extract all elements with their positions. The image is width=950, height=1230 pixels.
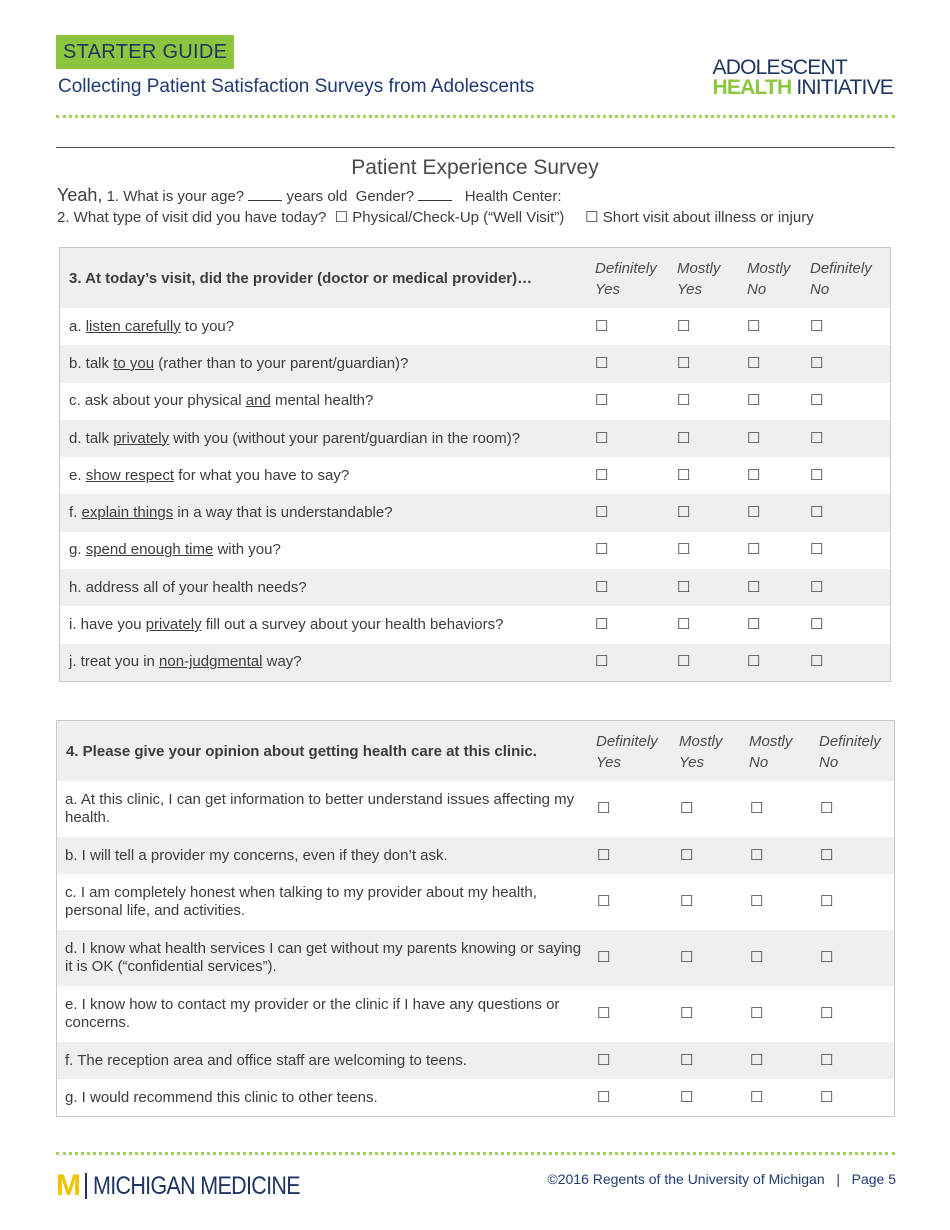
response-checkbox-col-4[interactable]: ☐ (810, 354, 824, 372)
response-checkbox-col-1[interactable]: ☐ (597, 846, 611, 864)
response-checkbox-col-4[interactable]: ☐ (820, 846, 834, 864)
response-checkbox-col-4[interactable]: ☐ (810, 466, 824, 484)
table-row (57, 1079, 894, 1116)
response-checkbox-col-4[interactable]: ☐ (810, 392, 824, 410)
question-3-text: 3. At today’s visit, did the provider (doctor or medical provider)… (69, 269, 533, 287)
row-text: b. talk to you (rather than to your parent/guardian)? (69, 354, 409, 372)
response-checkbox-col-2[interactable]: ☐ (677, 429, 691, 447)
table-row (57, 874, 894, 930)
response-checkbox-col-4[interactable]: ☐ (810, 317, 824, 335)
response-checkbox-col-2[interactable]: ☐ (677, 653, 691, 671)
visit-type-question: 2. What type of visit did you have today? (57, 209, 327, 226)
table-row (60, 345, 890, 382)
table-row (60, 606, 890, 643)
response-checkbox-col-2[interactable]: ☐ (677, 317, 691, 335)
response-checkbox-col-1[interactable]: ☐ (597, 1051, 611, 1069)
header-rule (56, 147, 895, 148)
row-text: e. I know how to contact my provider or the clinic if I have any questions or concerns. (65, 996, 560, 1031)
response-checkbox-col-3[interactable]: ☐ (747, 317, 761, 335)
response-checkbox-col-4[interactable]: ☐ (810, 541, 824, 559)
response-checkbox-col-4[interactable]: ☐ (810, 429, 824, 447)
response-checkbox-col-1[interactable]: ☐ (595, 392, 609, 410)
gender-blank[interactable] (418, 189, 452, 201)
response-checkbox-col-3[interactable]: ☐ (747, 429, 761, 447)
copyright-text: ©2016 Regents of the University of Michigan (547, 1171, 825, 1187)
row-text: e. show respect for what you have to say? (69, 466, 350, 484)
table-row (60, 532, 890, 569)
response-checkbox-col-2[interactable]: ☐ (677, 354, 691, 372)
table-row (60, 494, 890, 531)
response-checkbox-col-2[interactable]: ☐ (680, 1051, 694, 1069)
logo-health: HEALTH (712, 76, 792, 99)
question-4-text: 4. Please give your opinion about getting health care at this clinic. (66, 742, 537, 760)
col-mostly-no: Mostly No (749, 733, 793, 771)
response-checkbox-col-1[interactable]: ☐ (597, 893, 611, 910)
response-checkbox-col-2[interactable]: ☐ (680, 1005, 694, 1022)
illness-visit-label: Short visit about illness or injury (602, 209, 814, 226)
response-checkbox-col-1[interactable]: ☐ (595, 354, 609, 372)
response-checkbox-col-1[interactable]: ☐ (595, 504, 609, 522)
logo-line1: ADOLESCENT (712, 56, 847, 79)
table-row (57, 781, 894, 837)
row-text: g. I would recommend this clinic to other teens. (65, 1088, 378, 1106)
response-checkbox-col-2[interactable]: ☐ (677, 504, 691, 522)
response-checkbox-col-4[interactable]: ☐ (810, 578, 824, 596)
response-checkbox-col-2[interactable]: ☐ (677, 616, 691, 634)
response-checkbox-col-3[interactable]: ☐ (750, 846, 764, 864)
response-checkbox-col-1[interactable]: ☐ (595, 616, 609, 634)
response-checkbox-col-3[interactable]: ☐ (747, 504, 761, 522)
row-text: c. ask about your physical and mental health? (69, 392, 374, 410)
illness-visit-checkbox[interactable]: ☐ (585, 209, 599, 226)
response-checkbox-col-3[interactable]: ☐ (750, 949, 764, 966)
response-checkbox-col-4[interactable]: ☐ (820, 800, 834, 817)
survey-title: Patient Experience Survey (351, 156, 599, 179)
well-visit-label: Physical/Check-Up (“Well Visit”) (352, 209, 565, 226)
michigan-medicine-logo (56, 1169, 334, 1202)
row-text: c. I am completely honest when talking to my provider about my health, personal life, and activities. (65, 884, 537, 919)
adolescent-health-initiative-logo (713, 58, 893, 98)
footer-separator: | (836, 1171, 840, 1187)
response-checkbox-col-2[interactable]: ☐ (677, 466, 691, 484)
response-checkbox-col-1[interactable]: ☐ (597, 800, 611, 817)
response-checkbox-col-2[interactable]: ☐ (677, 541, 691, 559)
michigan-medicine-wordmark: MICHIGAN MEDICINE (93, 1171, 300, 1200)
response-checkbox-col-3[interactable]: ☐ (747, 578, 761, 596)
health-center-label: Health Center: (464, 188, 562, 205)
row-text: d. talk privately with you (without your parent/guardian in the room)? (69, 429, 521, 447)
response-checkbox-col-3[interactable]: ☐ (747, 354, 761, 372)
line1-prefix: Yeah, (57, 185, 103, 205)
question-4-table (56, 720, 895, 1117)
response-checkbox-col-4[interactable]: ☐ (820, 1005, 834, 1022)
well-visit-checkbox[interactable]: ☐ (334, 209, 349, 226)
response-checkbox-col-4[interactable]: ☐ (820, 949, 834, 966)
response-checkbox-col-4[interactable]: ☐ (810, 653, 824, 671)
response-checkbox-col-1[interactable]: ☐ (595, 578, 609, 596)
response-checkbox-col-3[interactable]: ☐ (747, 392, 761, 410)
col-definitely-yes: Definitely Yes (596, 733, 658, 771)
question-3-table (59, 247, 891, 682)
response-checkbox-col-1[interactable]: ☐ (595, 429, 609, 447)
response-checkbox-col-1[interactable]: ☐ (595, 466, 609, 484)
response-checkbox-col-3[interactable]: ☐ (747, 616, 761, 634)
table-row (60, 308, 890, 345)
response-checkbox-col-3[interactable]: ☐ (750, 893, 764, 910)
response-checkbox-col-2[interactable]: ☐ (680, 949, 694, 966)
response-checkbox-col-2[interactable]: ☐ (680, 893, 694, 910)
age-question: 1. What is your age? (106, 188, 245, 205)
col-definitely-yes: Definitely Yes (595, 260, 657, 298)
col-definitely-no: Definitely No (810, 260, 872, 298)
table-row (57, 837, 894, 874)
table-row (60, 420, 890, 457)
col-definitely-no: Definitely No (819, 733, 881, 771)
col-mostly-yes: Mostly Yes (679, 733, 723, 771)
response-checkbox-col-3[interactable]: ☐ (747, 466, 761, 484)
logo-initiative: INITIATIVE (796, 76, 893, 99)
gender-question: Gender? (355, 188, 415, 205)
response-checkbox-col-1[interactable]: ☐ (597, 949, 611, 966)
response-checkbox-col-4[interactable]: ☐ (820, 893, 834, 910)
block-m-icon: M (56, 1169, 79, 1202)
table-row (60, 457, 890, 494)
response-checkbox-col-3[interactable]: ☐ (750, 1088, 764, 1106)
response-checkbox-col-3[interactable]: ☐ (747, 653, 761, 671)
header-dotted-divider (56, 115, 895, 118)
question-3-header (60, 248, 890, 308)
logo-divider (85, 1173, 87, 1199)
col-mostly-no: Mostly No (747, 260, 791, 298)
response-checkbox-col-1[interactable]: ☐ (595, 317, 609, 335)
response-checkbox-col-4[interactable]: ☐ (820, 1088, 834, 1106)
row-text: b. I will tell a provider my concerns, even if they don’t ask. (65, 846, 448, 864)
table-row (57, 930, 894, 986)
response-checkbox-col-4[interactable]: ☐ (820, 1051, 834, 1069)
row-text: j. treat you in non-judgmental way? (69, 653, 302, 671)
response-checkbox-col-2[interactable]: ☐ (677, 578, 691, 596)
response-checkbox-col-3[interactable]: ☐ (750, 800, 764, 817)
table-row (60, 383, 890, 420)
response-checkbox-col-2[interactable]: ☐ (680, 846, 694, 864)
question-2-line (57, 208, 814, 226)
row-text: g. spend enough time with you? (69, 541, 281, 559)
response-checkbox-col-3[interactable]: ☐ (750, 1051, 764, 1069)
response-checkbox-col-2[interactable]: ☐ (680, 800, 694, 817)
row-text: h. address all of your health needs? (69, 578, 307, 596)
row-text: f. explain things in a way that is understandable? (69, 504, 393, 522)
response-checkbox-col-4[interactable]: ☐ (810, 616, 824, 634)
guide-subtitle: Collecting Patient Satisfaction Surveys from Adolescents (58, 76, 535, 97)
response-checkbox-col-2[interactable]: ☐ (677, 392, 691, 410)
table-row (60, 569, 890, 606)
table-row (57, 986, 894, 1042)
row-text: a. listen carefully to you? (69, 317, 235, 335)
table-row (60, 644, 890, 681)
response-checkbox-col-2[interactable]: ☐ (680, 1088, 694, 1106)
footer-copyright (547, 1171, 896, 1187)
response-checkbox-col-4[interactable]: ☐ (810, 504, 824, 522)
response-checkbox-col-1[interactable]: ☐ (597, 1005, 611, 1022)
starter-guide-tag: STARTER GUIDE (56, 35, 234, 69)
response-checkbox-col-1[interactable]: ☐ (595, 653, 609, 671)
response-checkbox-col-3[interactable]: ☐ (747, 541, 761, 559)
footer-dotted-divider (56, 1152, 895, 1155)
years-old-label: years old (286, 188, 348, 205)
row-text: i. have you privately fill out a survey about your health behaviors? (69, 616, 504, 634)
age-blank[interactable] (248, 189, 282, 201)
col-mostly-yes: Mostly Yes (677, 260, 721, 298)
response-checkbox-col-3[interactable]: ☐ (750, 1005, 764, 1022)
question-4-header (57, 721, 894, 781)
response-checkbox-col-1[interactable]: ☐ (595, 541, 609, 559)
page-number: Page 5 (851, 1171, 896, 1187)
table-row (57, 1042, 894, 1079)
row-text: a. At this clinic, I can get information to better understand issues affecting my health. (65, 791, 575, 826)
question-1-line (57, 185, 561, 206)
row-text: f. The reception area and office staff are welcoming to teens. (65, 1051, 467, 1069)
row-text: d. I know what health services I can get without my parents knowing or saying it is OK (“confidential services”). (65, 940, 582, 975)
response-checkbox-col-1[interactable]: ☐ (597, 1088, 611, 1106)
